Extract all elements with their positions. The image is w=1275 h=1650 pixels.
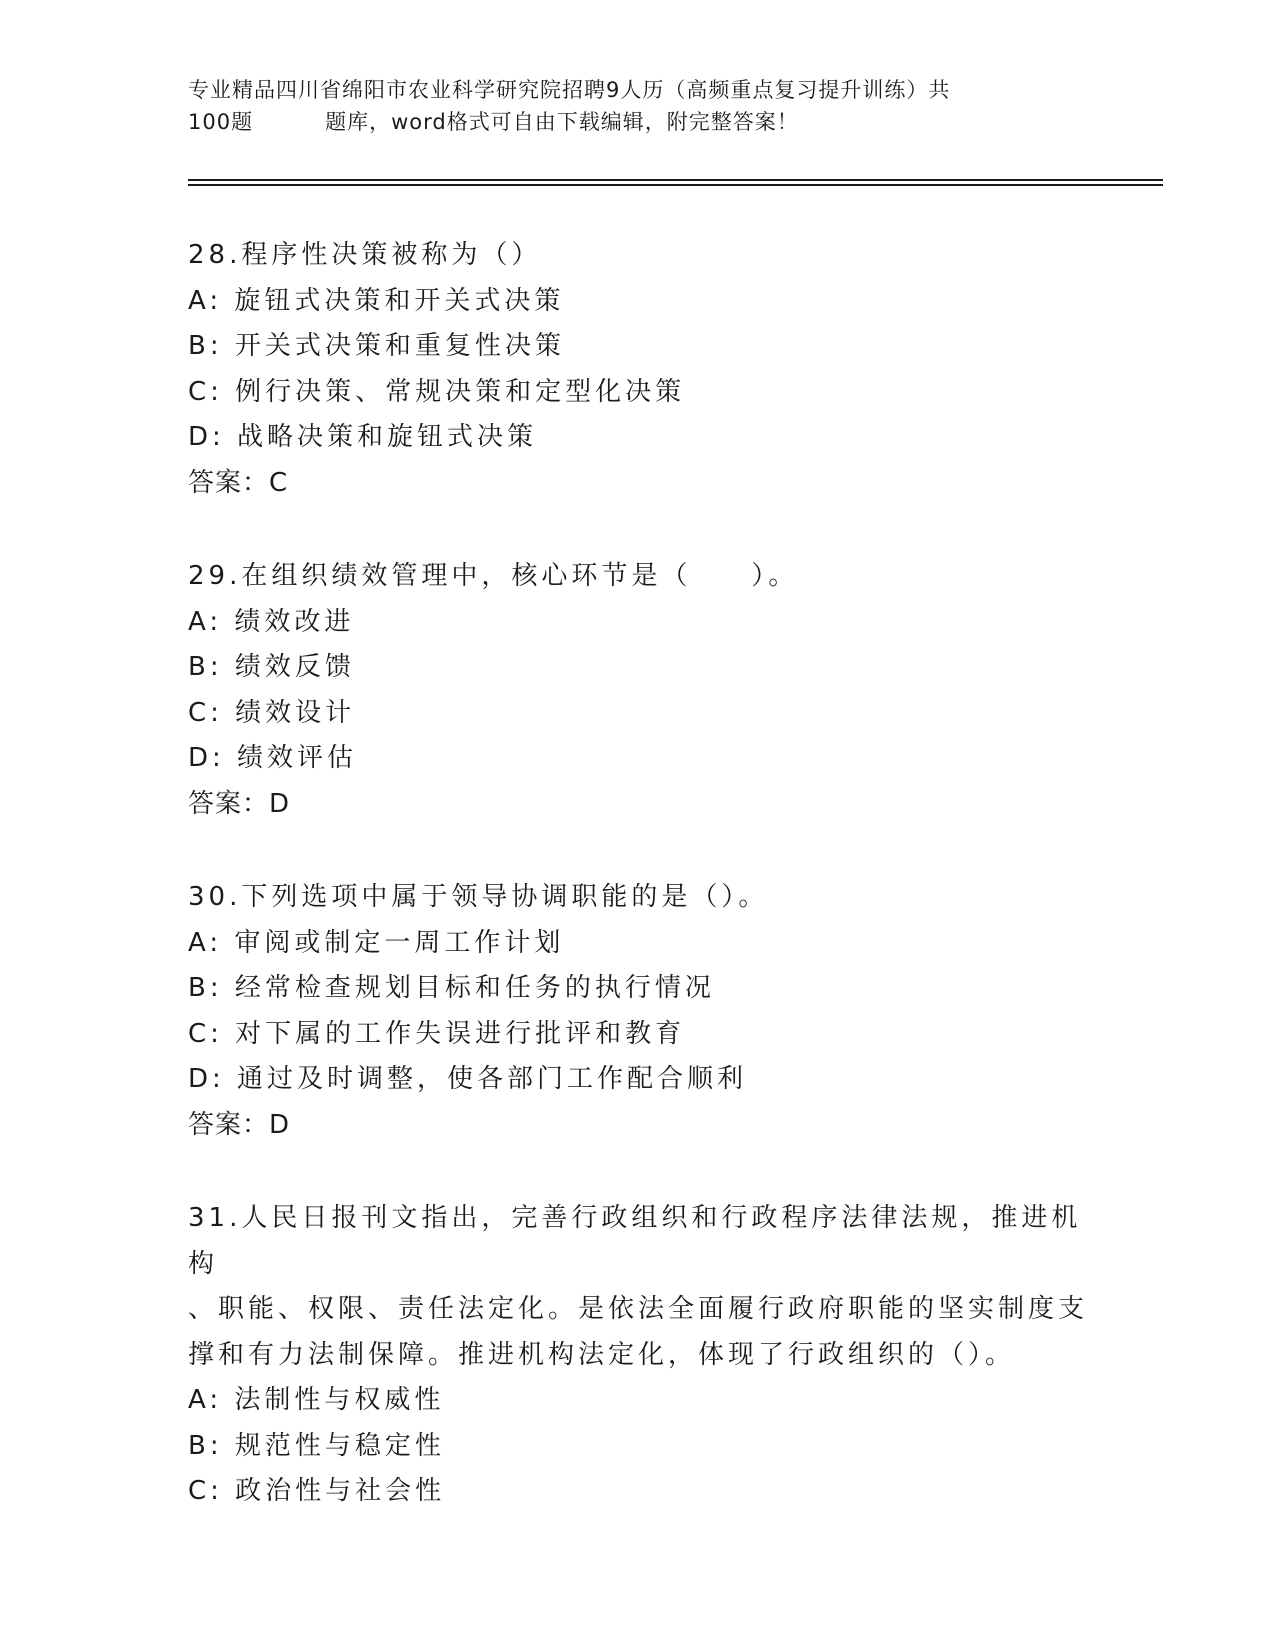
option-c: C: 例行决策、常规决策和定型化决策 — [188, 376, 686, 407]
question-28 — [188, 233, 1088, 506]
header-description: 题库，word格式可自由下载编辑，附完整答案！ — [325, 110, 799, 134]
option-a: A: 审阅或制定一周工作计划 — [188, 927, 565, 958]
option-c: C: 绩效设计 — [188, 697, 356, 728]
option-b: B: 经常检查规划目标和任务的执行情况 — [188, 973, 715, 1003]
answer: 答案：D — [188, 1109, 291, 1140]
question-30 — [188, 875, 1088, 1148]
answer: 答案：C — [188, 467, 289, 498]
question-stem: 30.下列选项中属于领导协调职能的是（）。 — [188, 882, 769, 912]
answer: 答案：D — [188, 788, 291, 819]
document-header — [188, 74, 1078, 138]
option-b: B: 规范性与稳定性 — [188, 1430, 445, 1461]
header-divider-top — [188, 179, 1163, 181]
question-stem: 28.程序性决策被称为（） — [188, 240, 542, 270]
option-c: C: 对下属的工作失误进行批评和教育 — [188, 1018, 686, 1049]
question-29 — [188, 554, 1088, 827]
question-stem-line1: 31.人民日报刊文指出，完善行政组织和行政程序法律法规，推进机构 — [188, 1203, 1082, 1279]
header-title-line1: 专业精品四川省绵阳市农业科学研究院招聘9人历（高频重点复习提升训练）共 — [188, 78, 951, 102]
question-stem-line3: 撑和有力法制保障。推进机构法定化，体现了行政组织的（）。 — [188, 1339, 1016, 1370]
question-31 — [188, 1196, 1088, 1515]
option-b: B: 开关式决策和重复性决策 — [188, 331, 565, 361]
option-d: D: 通过及时调整，使各部门工作配合顺利 — [188, 1064, 748, 1094]
header-title-line2 — [188, 106, 1078, 138]
header-question-count: 100题 — [188, 110, 254, 134]
option-a: A: 绩效改进 — [188, 606, 355, 637]
option-b: B: 绩效反馈 — [188, 652, 355, 682]
option-c: C: 政治性与社会性 — [188, 1476, 446, 1506]
option-d: D: 战略决策和旋钮式决策 — [188, 422, 538, 452]
option-d: D: 绩效评估 — [188, 743, 358, 773]
header-divider-bottom — [188, 184, 1163, 186]
question-stem-line2: 、职能、权限、责任法定化。是依法全面履行政府职能的坚实制度支 — [188, 1294, 1089, 1324]
option-a: A: 旋钮式决策和开关式决策 — [188, 285, 565, 316]
option-a: A: 法制性与权威性 — [188, 1385, 445, 1415]
question-stem: 29.在组织绩效管理中，核心环节是（ ）。 — [188, 561, 799, 591]
